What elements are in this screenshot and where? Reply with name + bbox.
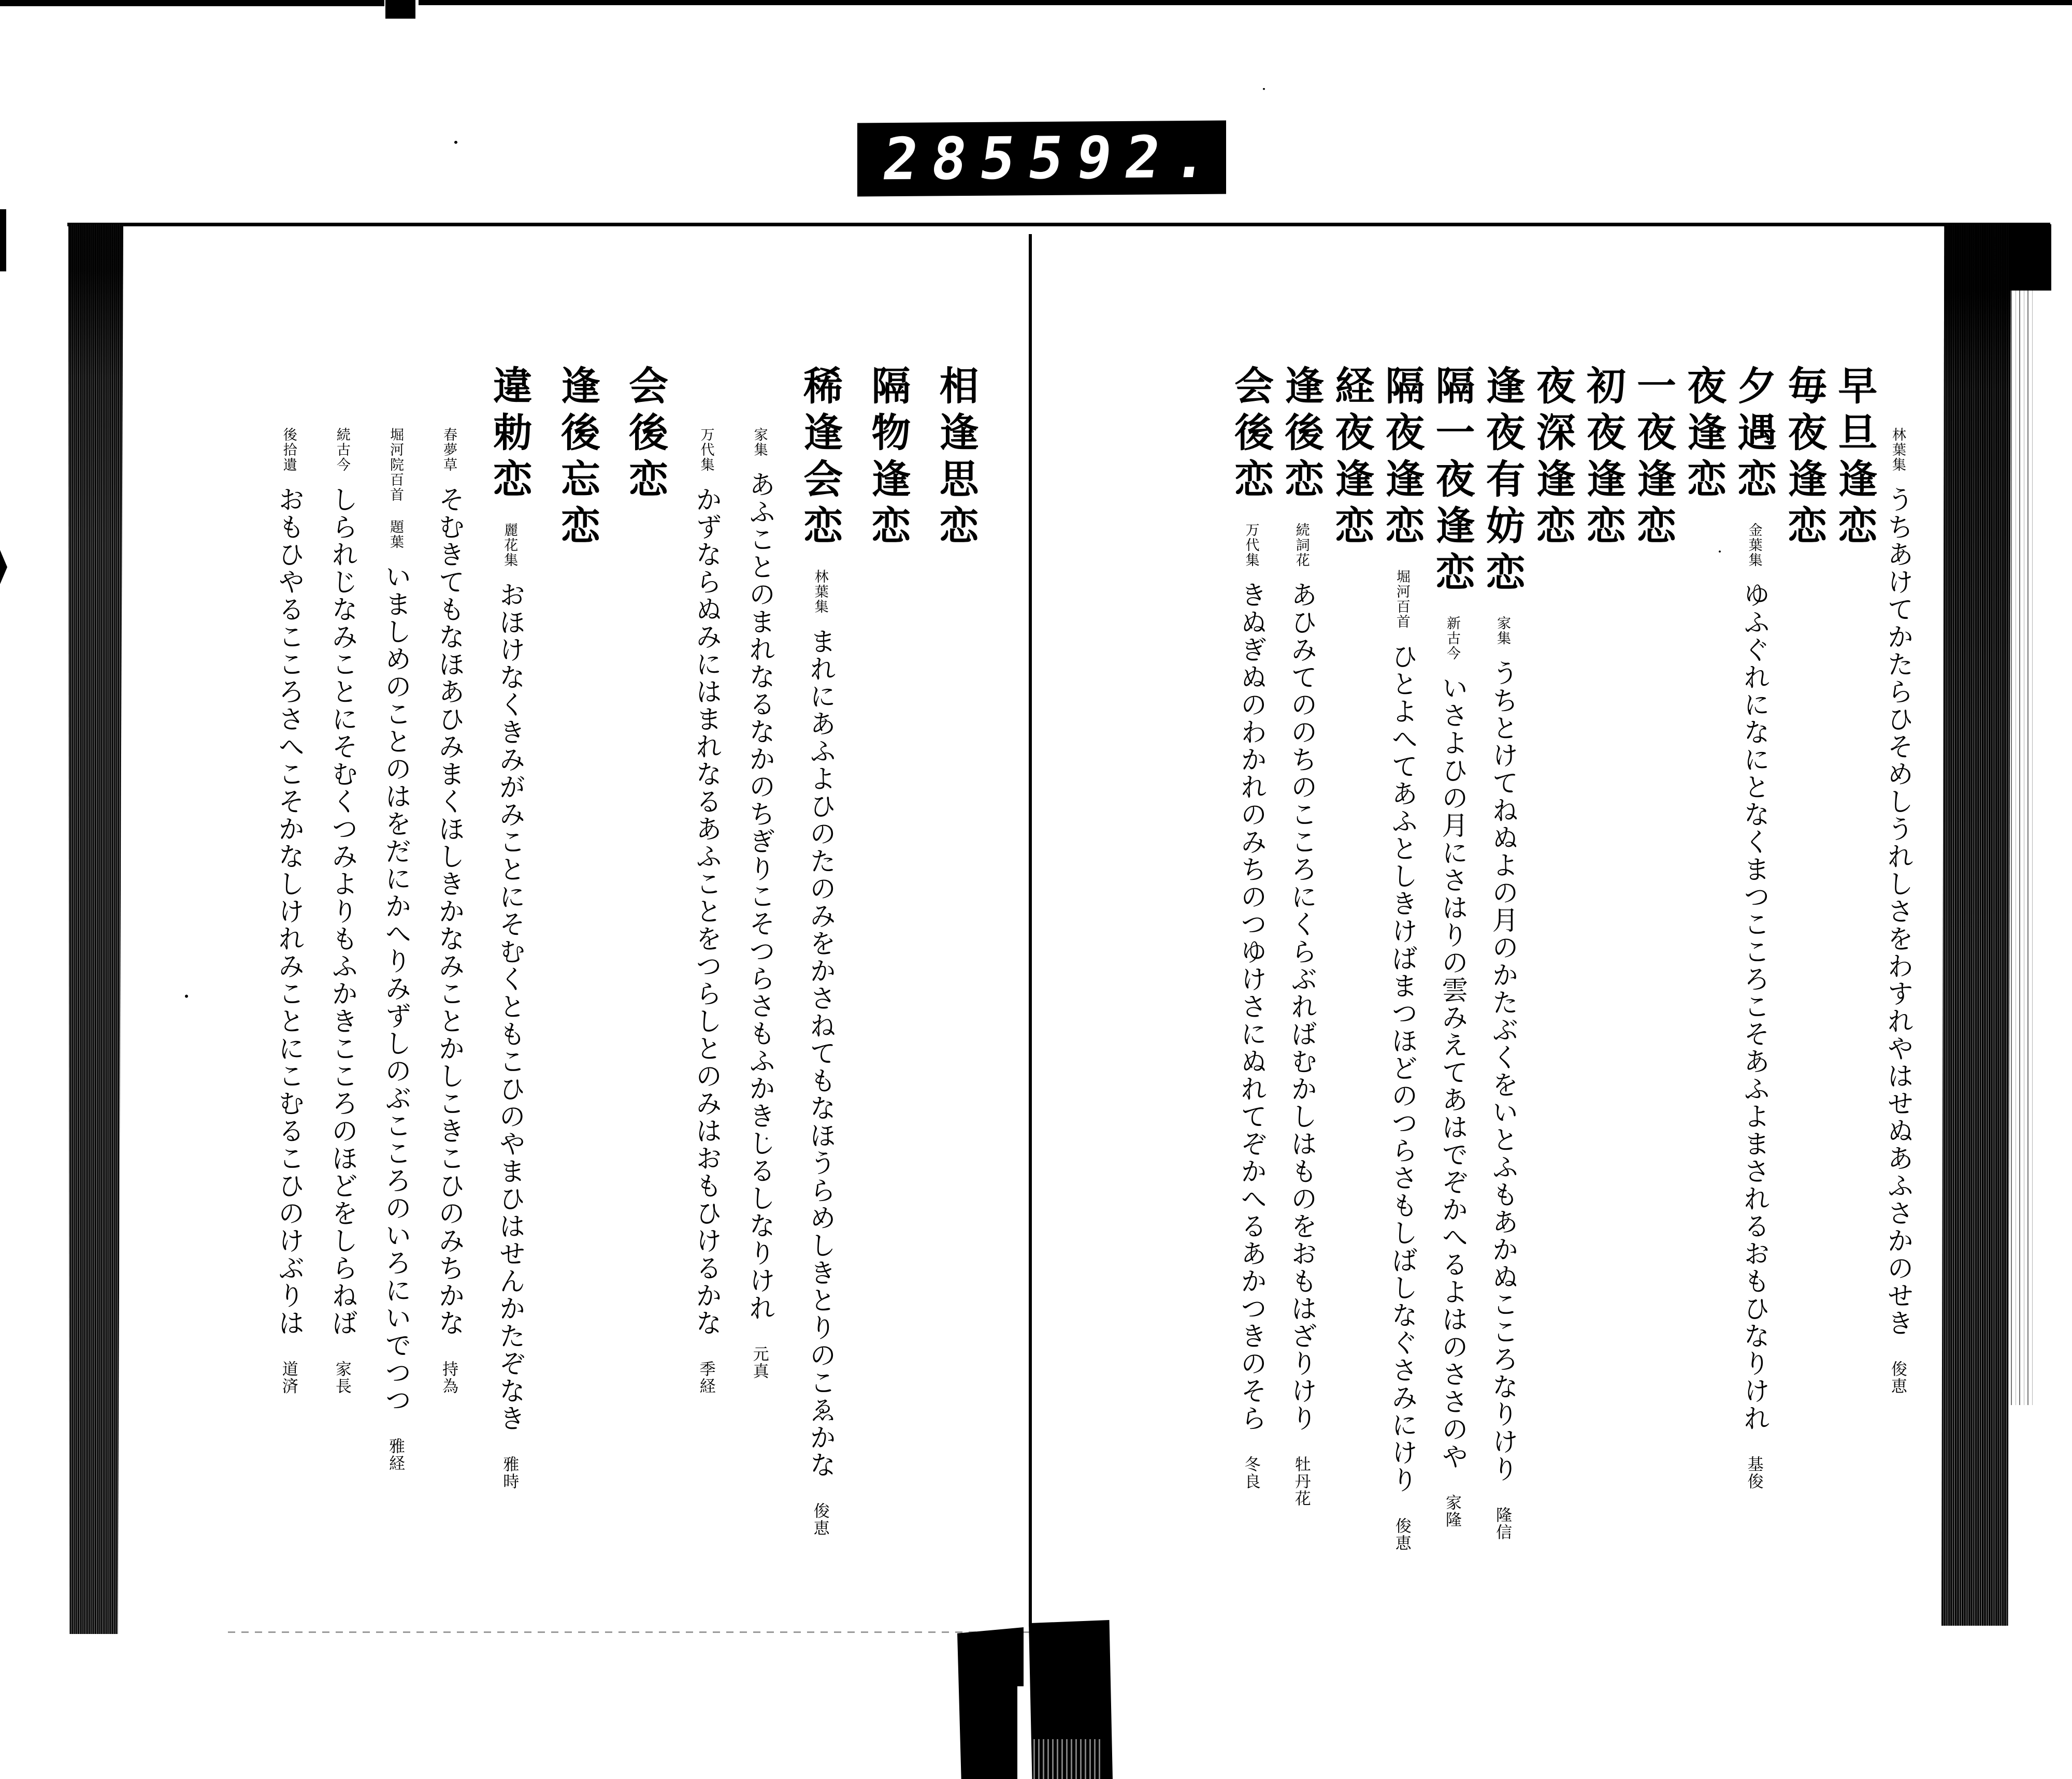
heading-topic-text: 違勅恋	[486, 365, 533, 505]
right-fore-edge-streaks	[2011, 224, 2034, 1405]
author-name: 雅時	[500, 1456, 519, 1490]
author-name: 牡丹花	[1291, 1456, 1311, 1507]
heading-topic-text: 会後恋	[622, 365, 669, 505]
author-name: 俊恵	[1392, 1517, 1411, 1552]
binding-shadow-speckle	[1029, 1739, 1101, 1779]
heading-topic-text: 逢後恋	[1278, 365, 1325, 505]
heading-topic-text: 初夜逢恋	[1580, 365, 1627, 552]
poem-text: おほけなくきみがみことにそむくともこひのやまひはせんかたぞなき	[494, 581, 525, 1432]
text-column	[934, 224, 978, 1631]
left-margin-notch	[0, 550, 7, 584]
source-annotation: 続古今	[334, 427, 350, 472]
poem-text: うちあけてかたらひそめしうれしさをわすれやはせぬあふさかのせき	[1882, 486, 1913, 1337]
author-name: 家隆	[1443, 1494, 1462, 1528]
poem-text: うちとけてねぬよの月のかたぶくをいとふもあかぬこころなりけり	[1487, 659, 1518, 1483]
source-annotation: 家集	[751, 427, 768, 457]
top-border-nub	[385, 0, 415, 19]
text-column	[434, 224, 464, 1631]
poem-text: おもひやるこころさへこそかなしけれみことにこむるこひのけぶりは	[273, 486, 304, 1337]
text-column	[1782, 224, 1826, 1631]
text-column	[745, 224, 774, 1631]
source-annotation: 万代集	[698, 427, 714, 472]
counter-left-digits: 285	[878, 125, 1033, 194]
text-column	[1732, 224, 1776, 1631]
right-top-corner-shadow	[2010, 224, 2051, 291]
poem-text: しられじなみことにそむくつみよりもふかきこころのほどをしらねば	[326, 486, 357, 1337]
source-annotation: 麗花集	[501, 523, 518, 568]
left-page-fore-edge	[68, 224, 123, 1634]
heading-topic-text: 一夜逢恋	[1630, 365, 1677, 552]
poem-text: かずならぬみにはまれなるあふことをつらしとのみはおもひけるかな	[690, 486, 722, 1337]
poem-text: いましめのことのはをだにかへりみずしのぶこころのいろにいでつつ	[380, 563, 411, 1414]
source-annotation: 新古今	[1444, 616, 1461, 661]
heading-topic-text: 隔夜逢恋	[1378, 365, 1425, 552]
author-name: 道済	[279, 1361, 298, 1395]
binding-clamp-shadow	[951, 1620, 1120, 1779]
text-column	[1430, 224, 1474, 1631]
text-column	[274, 224, 304, 1631]
text-column	[487, 224, 531, 1631]
author-name: 季経	[696, 1361, 715, 1395]
source-annotation: 林葉集	[1890, 427, 1906, 472]
text-column	[1883, 224, 1912, 1631]
left-margin-mark	[0, 209, 6, 271]
heading-topic-text: 隔物逢恋	[865, 365, 911, 552]
text-column	[866, 224, 910, 1631]
poem-text: きぬぎぬのわかれのみちのつゆけさにぬれてぞかへるあかつきのそら	[1235, 581, 1267, 1432]
source-annotation: 万代集	[1243, 523, 1259, 568]
counter-right-digits: 592.	[1024, 123, 1227, 193]
text-column	[1581, 224, 1625, 1631]
source-annotation: 金葉集	[1746, 523, 1762, 568]
text-column	[1833, 224, 1877, 1631]
text-column	[798, 224, 842, 1631]
text-column	[555, 224, 599, 1631]
text-column	[1531, 224, 1575, 1631]
text-column	[1681, 224, 1725, 1631]
top-border-right	[419, 0, 2072, 5]
author-name: 俊恵	[810, 1502, 829, 1537]
heading-topic-text: 早旦逢恋	[1831, 365, 1878, 552]
right-manuscript-page	[1041, 224, 1936, 1631]
heading-topic-text: 会後恋	[1228, 365, 1274, 505]
source-annotation: 家集	[1494, 616, 1511, 646]
text-column	[381, 224, 410, 1631]
right-page-fore-edge	[1941, 224, 2011, 1626]
text-column	[1480, 224, 1524, 1631]
poem-text: ひとよへてあふとしきけばまつほどのつらさもしばしなぐさみにけり	[1386, 643, 1417, 1494]
poem-text: まれにあふよひのたのみをかさねてもなほうらめしきとりのこゑかな	[804, 628, 836, 1479]
source-annotation: 堀河院百首 題葉	[387, 427, 404, 549]
top-border-left	[0, 0, 384, 6]
author-name: 俊恵	[1888, 1361, 1907, 1395]
text-column	[327, 224, 357, 1631]
heading-topic-text: 隔一夜逢恋	[1429, 365, 1476, 598]
poem-text: いさよひの月にさはりの雲みえてあはでぞかへるよはのささのや	[1437, 674, 1468, 1470]
center-gutter-fold	[1029, 234, 1032, 1626]
text-column	[623, 224, 667, 1631]
left-manuscript-page	[131, 224, 1011, 1631]
author-name: 基俊	[1744, 1456, 1763, 1490]
text-column	[1279, 224, 1323, 1631]
heading-topic-text: 夜深逢恋	[1530, 365, 1576, 552]
source-annotation: 春夢草	[441, 427, 457, 472]
page-bottom-edge	[228, 1631, 1072, 1633]
source-annotation: 続詞花	[1293, 523, 1310, 568]
text-column	[1229, 224, 1273, 1631]
author-name: 雅経	[386, 1438, 405, 1472]
text-column	[691, 224, 721, 1631]
author-name: 持為	[439, 1361, 458, 1395]
source-annotation: 林葉集	[812, 569, 828, 614]
author-name: 冬良	[1241, 1456, 1260, 1490]
text-column	[1380, 224, 1424, 1631]
author-name: 元真	[750, 1346, 769, 1380]
poem-text: あふことのまれなるなかのちぎりこそつらさもふかきしるしなりけれ	[744, 471, 775, 1322]
binding-shadow-white-gap	[1017, 1686, 1029, 1779]
author-name: 家長	[332, 1361, 351, 1395]
binding-shadow-left-lobe	[957, 1627, 1024, 1779]
heading-topic-text: 相逢思恋	[933, 365, 979, 552]
heading-topic-text: 逢夜有妨恋	[1479, 365, 1526, 598]
text-column	[1631, 224, 1675, 1631]
heading-topic-text: 夜逢恋	[1680, 365, 1727, 505]
source-annotation: 堀河百首	[1393, 569, 1410, 629]
source-annotation: 後拾遺	[280, 427, 297, 472]
poem-text: あひみてののちのこころにくらぶればむかしはものをおもはざりけり	[1286, 581, 1317, 1432]
frame-counter-display	[857, 121, 1226, 197]
author-name: 隆信	[1493, 1507, 1512, 1541]
heading-topic-text: 経夜逢恋	[1328, 365, 1375, 552]
heading-topic-text: 夕遇恋	[1731, 365, 1777, 505]
poem-text: そむきてもなほあひみまくほしきかなみことかしこきこひのみちかな	[434, 486, 465, 1337]
text-column	[1330, 224, 1374, 1631]
heading-topic-text: 稀逢会恋	[797, 365, 843, 552]
poem-text: ゆふぐれになにとなくまつこころこそあふよまされるおもひなりけれ	[1738, 581, 1769, 1432]
heading-topic-text: 逢後忘恋	[554, 365, 601, 552]
heading-topic-text: 毎夜逢恋	[1781, 365, 1828, 552]
